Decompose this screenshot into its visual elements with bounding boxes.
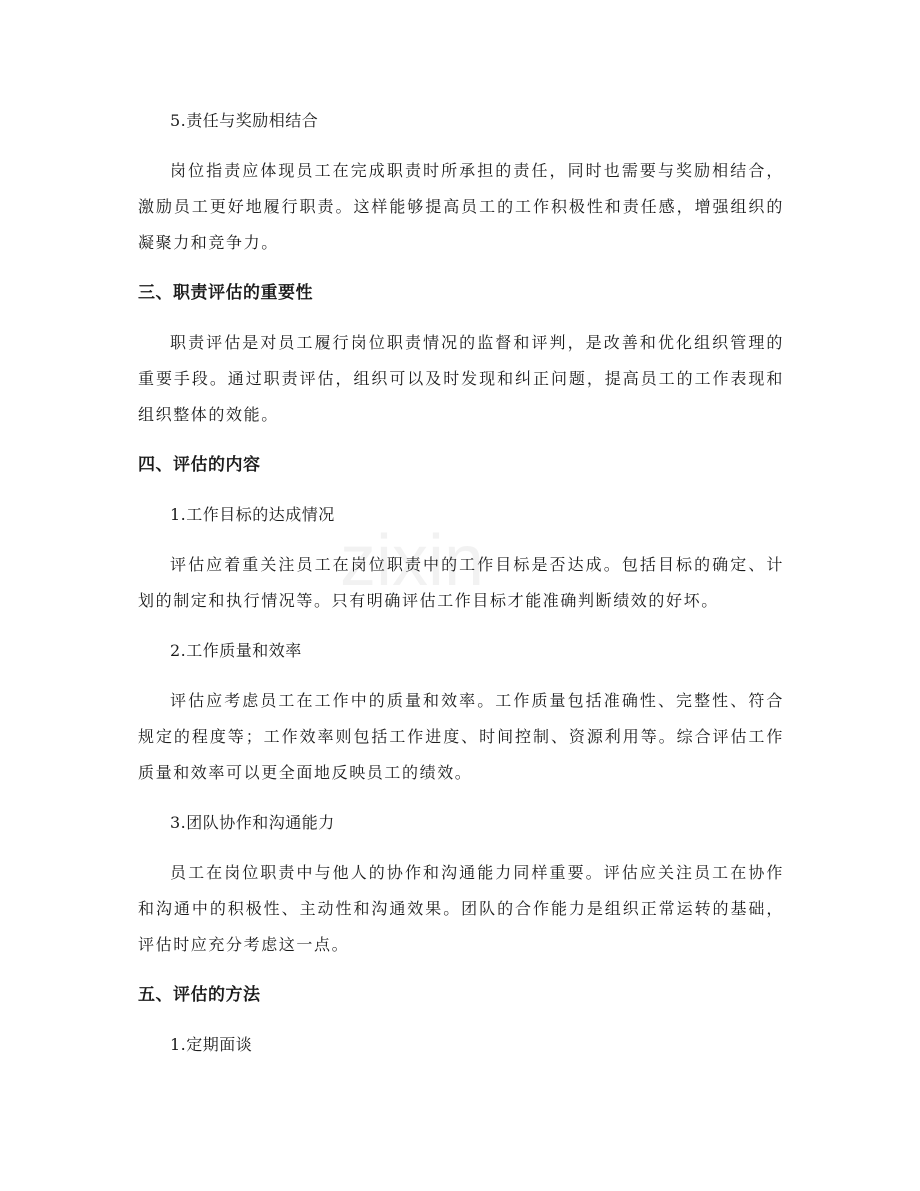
subsection-title: 2.工作质量和效率 xyxy=(170,641,302,660)
paragraph: 评估应考虑员工在工作中的质量和效率。工作质量包括准确性、完整性、符合规定的程度等；工作效率则包括工作进度、时间控制、资源利用等。综合评估工作质量和效率可以更全面地反映员工的绩效。 xyxy=(138,691,784,782)
section-heading: 四、评估的内容 xyxy=(138,455,261,475)
document-body xyxy=(138,103,784,1077)
section-heading: 三、职责评估的重要性 xyxy=(138,283,313,303)
paragraph: 职责评估是对员工履行岗位职责情况的监督和评判，是改善和优化组织管理的重要手段。通过职责评估，组织可以及时发现和纠正问题，提高员工的工作表现和组织整体的效能。 xyxy=(138,333,784,424)
subsection-title: 3.团队协作和沟通能力 xyxy=(170,813,335,832)
subsection-title: 1.工作目标的达成情况 xyxy=(170,505,335,524)
paragraph: 岗位指责应体现员工在完成职责时所承担的责任，同时也需要与奖励相结合，激励员工更好地履行职责。这样能够提高员工的工作积极性和责任感，增强组织的凝聚力和竞争力。 xyxy=(138,161,784,252)
paragraph: 员工在岗位职责中与他人的协作和沟通能力同样重要。评估应关注员工在协作和沟通中的积极性、主动性和沟通效果。团队的合作能力是组织正常运转的基础，评估时应充分考虑这一点。 xyxy=(138,863,784,954)
subsection-title: 1.定期面谈 xyxy=(170,1035,253,1054)
watermark: zixin xyxy=(340,521,485,601)
section-heading: 五、评估的方法 xyxy=(138,985,261,1005)
paragraph: 评估应着重关注员工在岗位职责中的工作目标是否达成。包括目标的确定、计划的制定和执行情况等。只有明确评估工作目标才能准确判断绩效的好坏。 xyxy=(138,555,784,610)
subsection-title: 5.责任与奖励相结合 xyxy=(170,111,319,130)
